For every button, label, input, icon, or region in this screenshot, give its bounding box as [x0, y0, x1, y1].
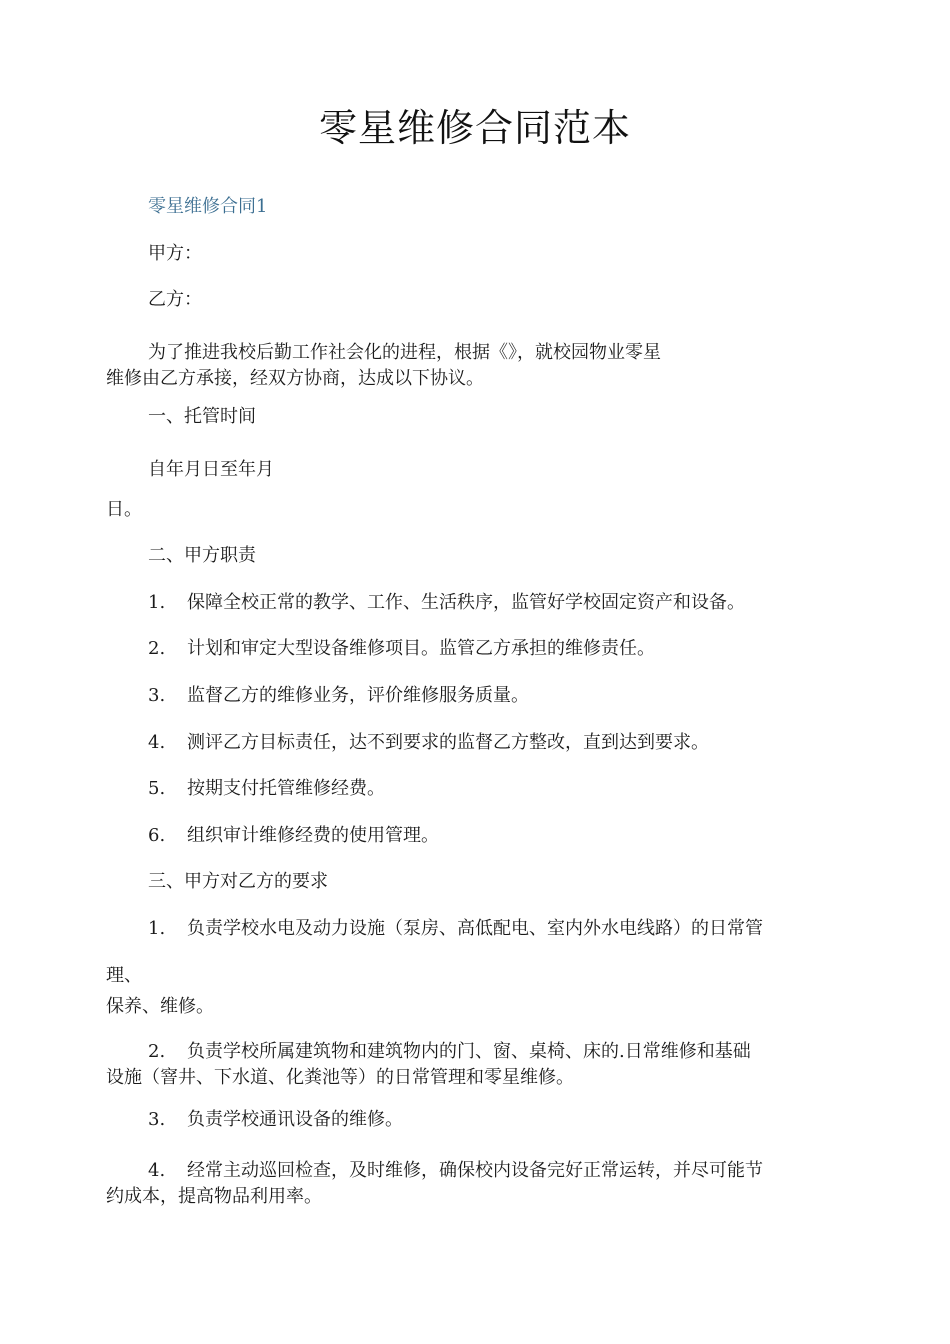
section-2-item — [148, 683, 529, 709]
section-3-item — [148, 1039, 751, 1065]
item-number: 5. — [148, 778, 166, 799]
section-3-item — [148, 1158, 763, 1184]
section-3-item — [148, 1107, 403, 1133]
section-2-item — [148, 823, 439, 849]
item-text: 测评乙方目标责任，达不到要求的监督乙方整改，直到达到要求。 — [187, 732, 709, 753]
item-text: 按期支付托管维修经费。 — [187, 778, 385, 799]
section-3-item — [148, 916, 763, 942]
item-text-continuation: 理、 — [106, 965, 142, 986]
item-number: 1. — [148, 918, 166, 939]
item-text: 负责学校水电及动力设施（泵房、高低配电、室内外水电线路）的日常管 — [187, 918, 763, 939]
section-heading: 零星维修合同1 — [148, 196, 268, 217]
item-text: 监督乙方的维修业务，评价维修服务质量。 — [187, 685, 529, 706]
section-1-heading: 一、托管时间 — [148, 406, 256, 427]
item-number: 6. — [148, 825, 166, 846]
item-text-continuation: 约成本，提高物品利用率。 — [106, 1186, 322, 1207]
item-text: 负责学校所属建筑物和建筑物内的门、窗、桌椅、床的.日常维修和基础 — [187, 1041, 751, 1062]
item-text-continuation: 设施（窨井、下水道、化粪池等）的日常管理和零星维修。 — [106, 1067, 574, 1088]
section-2-item — [148, 636, 655, 662]
section-1-text-line-1: 自年月日至年月 — [148, 459, 274, 480]
item-text: 组织审计维修经费的使用管理。 — [187, 825, 439, 846]
section-2-item — [148, 776, 385, 802]
item-number: 1. — [148, 592, 166, 613]
item-text: 经常主动巡回检查，及时维修，确保校内设备完好正常运转，并尽可能节 — [187, 1160, 763, 1181]
item-text: 计划和审定大型设备维修项目。监管乙方承担的维修责任。 — [187, 638, 655, 659]
party-a-label: 甲方： — [148, 243, 202, 264]
item-number: 3. — [148, 685, 166, 706]
item-text: 负责学校通讯设备的维修。 — [187, 1109, 403, 1130]
intro-paragraph-line-1: 为了推进我校后勤工作社会化的进程，根据《》，就校园物业零星 — [148, 342, 661, 363]
item-text: 保障全校正常的教学、工作、生活秩序，监管好学校固定资产和设备。 — [187, 592, 745, 613]
item-text-continuation: 保养、维修。 — [106, 996, 214, 1017]
section-3-heading: 三、甲方对乙方的要求 — [148, 871, 328, 892]
item-number: 2. — [148, 1041, 166, 1062]
section-1-text-line-2: 日。 — [106, 499, 142, 520]
item-number: 2. — [148, 638, 166, 659]
item-number: 3. — [148, 1109, 166, 1130]
section-2-heading: 二、甲方职责 — [148, 545, 256, 566]
intro-paragraph-line-2: 维修由乙方承接，经双方协商，达成以下协议。 — [106, 368, 484, 389]
section-2-item — [148, 730, 709, 756]
item-number: 4. — [148, 1160, 166, 1181]
section-2-item — [148, 590, 745, 616]
document-title: 零星维修合同范本 — [318, 106, 631, 150]
party-b-label: 乙方： — [148, 289, 202, 310]
item-number: 4. — [148, 732, 166, 753]
